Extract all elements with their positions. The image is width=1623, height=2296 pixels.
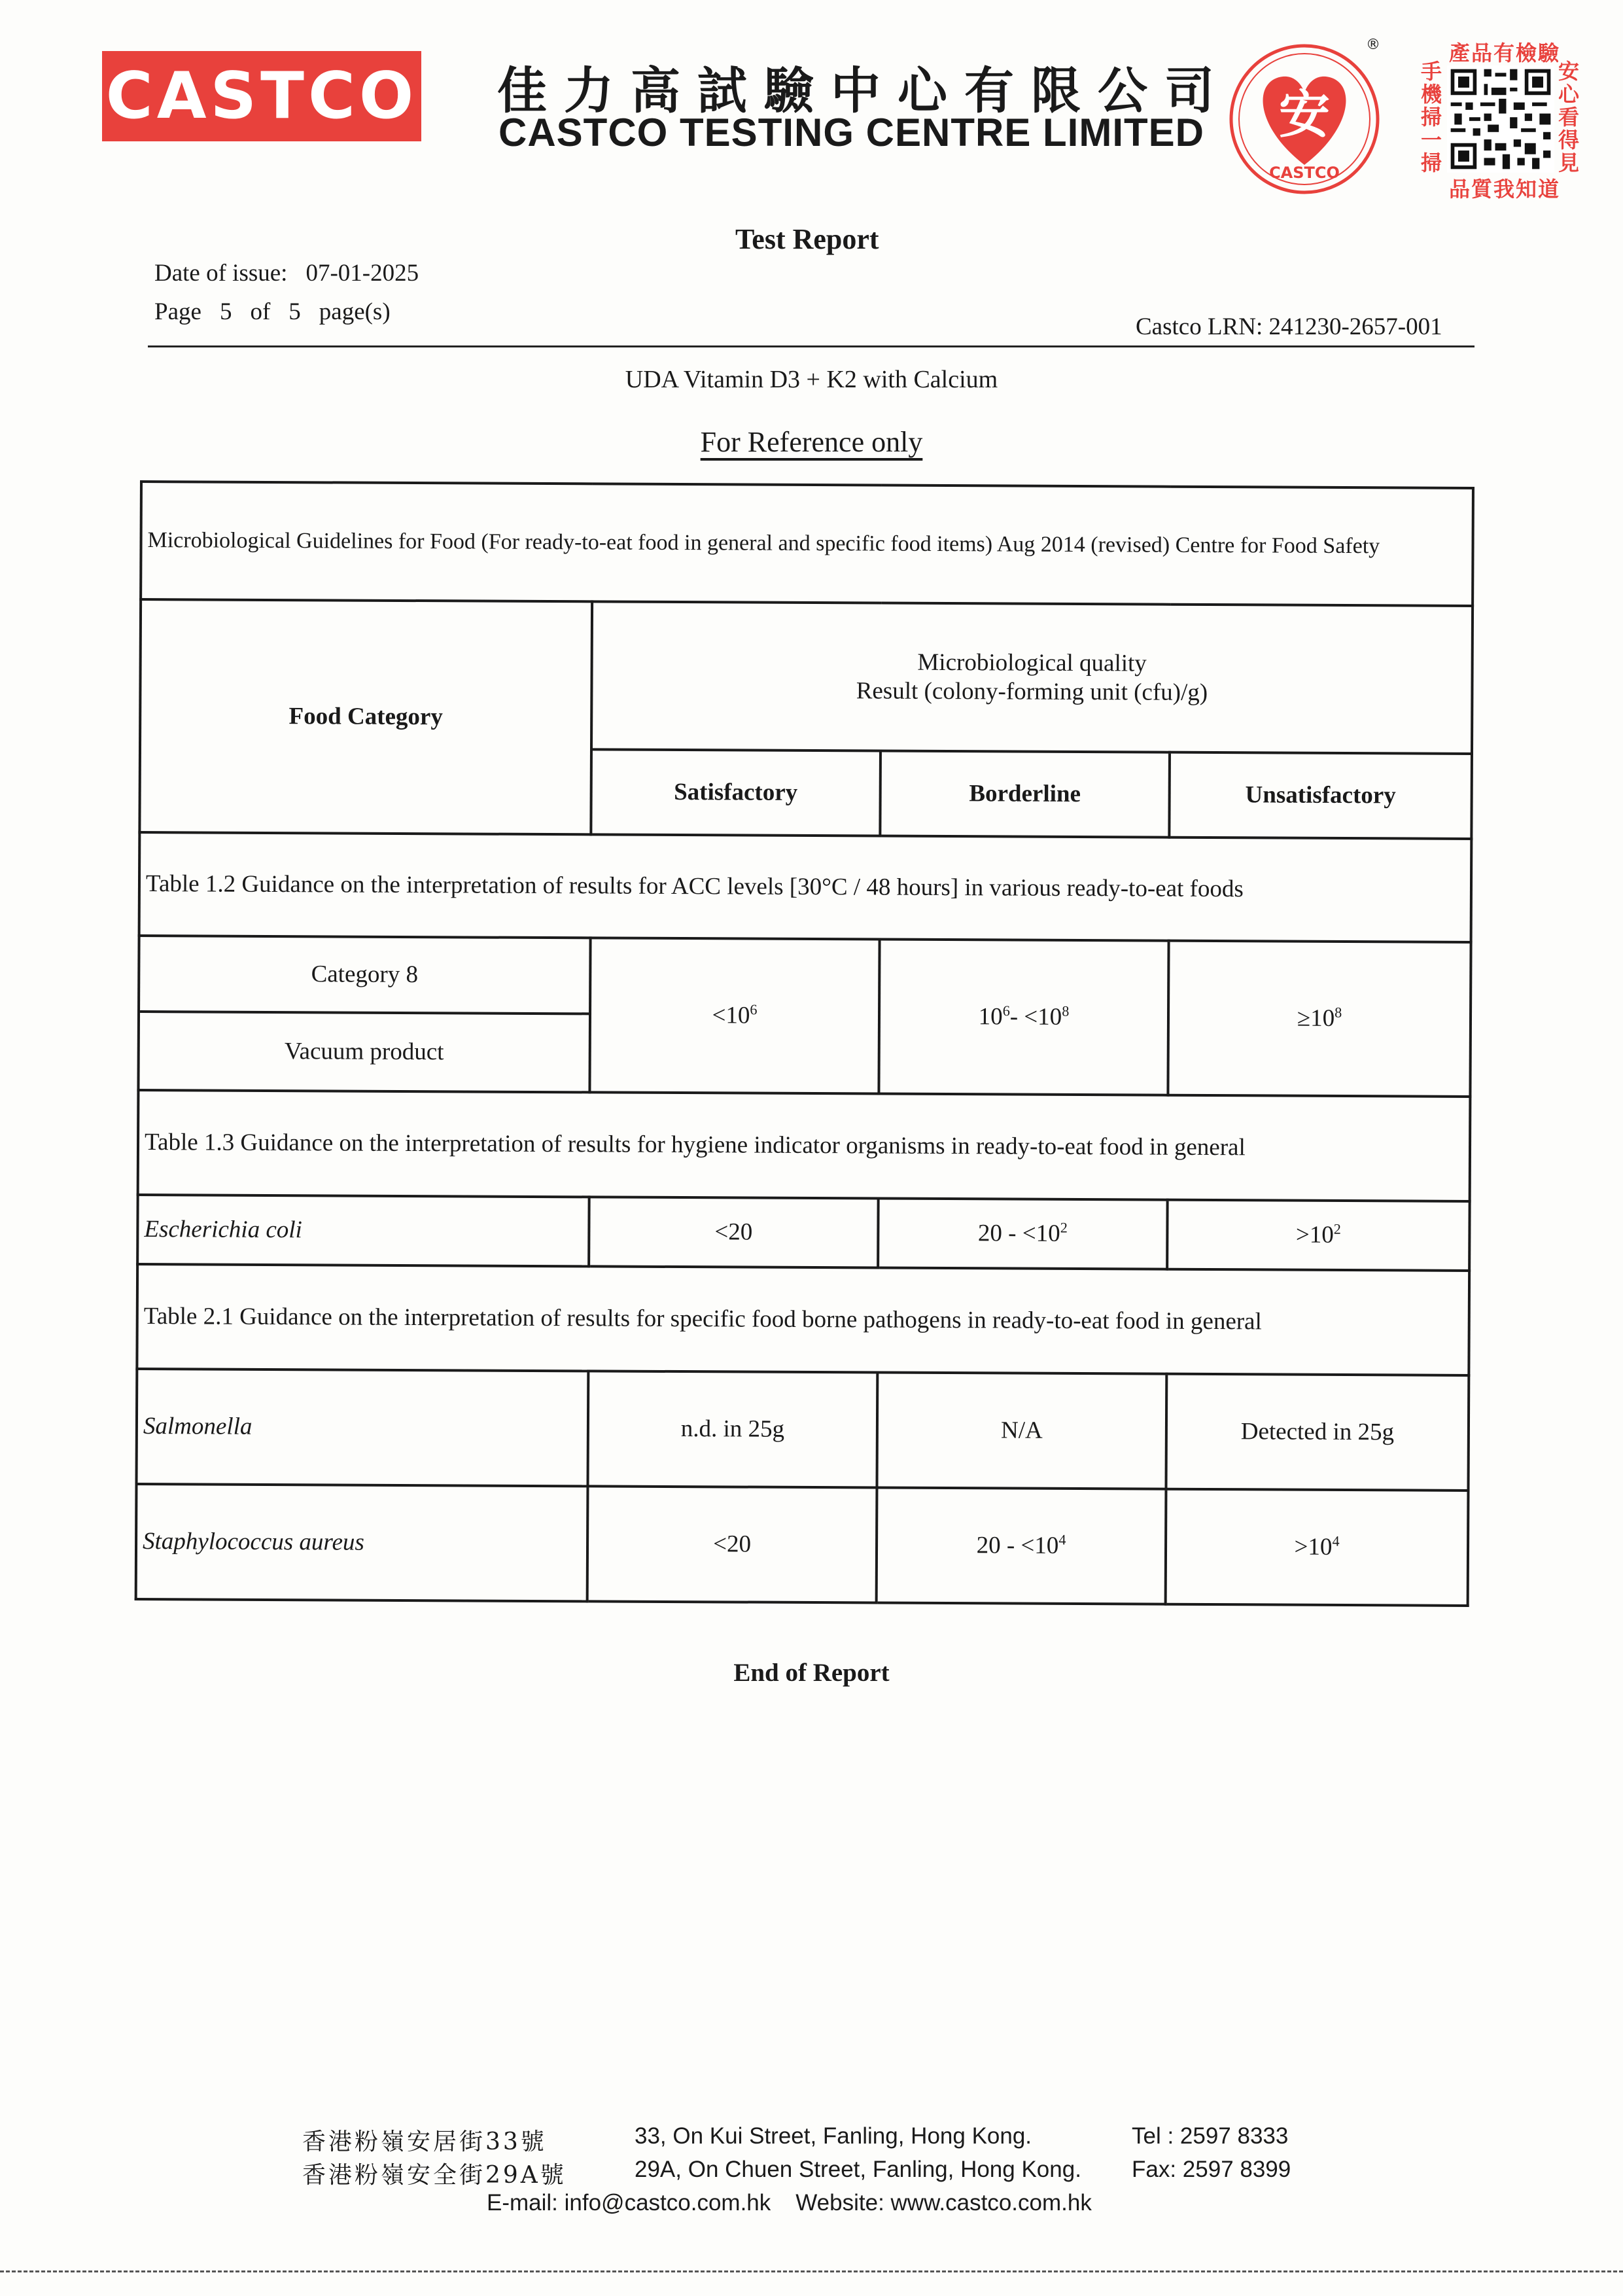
product-name: UDA Vitamin D3 + K2 with Calcium (625, 366, 998, 393)
salmonella-borderline: N/A (877, 1373, 1166, 1489)
salmonella-unsatisfactory: Detected in 25g (1166, 1374, 1469, 1491)
staph-satisfactory: <20 (587, 1486, 877, 1602)
table-row (138, 936, 1471, 1097)
table-row (137, 1264, 1469, 1375)
microbiological-guideline-table (135, 480, 1475, 1607)
footer-address-1-english: 33, On Kui Street, Fanling, Hong Kong. (635, 2123, 1032, 2149)
table-1-2-title: Table 1.2 Guidance on the interpretation of results for ACC levels [30°C / 48 hours] in various ready-to-eat foods (139, 832, 1472, 942)
registered-mark: ® (1366, 37, 1380, 53)
category-label: Category 8 (311, 961, 419, 988)
table-1-3-title: Table 1.3 Guidance on the interpretation of results for hygiene indicator organisms in ready-to-eat food in general (138, 1090, 1471, 1201)
scan-edge-divider (0, 2270, 1623, 2272)
microbiological-quality-header (591, 601, 1473, 754)
ecoli-label: Escherichia coli (137, 1195, 589, 1266)
food-category-header: Food Category (139, 599, 592, 834)
ecoli-satisfactory: <20 (589, 1197, 879, 1267)
footer-telephone: Tel : 2597 8333 (1132, 2123, 1289, 2149)
page-indicator (154, 298, 409, 326)
unsatisfactory-header: Unsatisfactory (1169, 752, 1472, 839)
table-row (136, 1484, 1469, 1606)
quality-unit: Result (colony-forming unit (cfu)/g) (856, 677, 1208, 706)
table-row (138, 1090, 1471, 1201)
guideline-source-title: Microbiological Guidelines for Food (For ready-to-eat food in general and specific food items) Aug 2014 (revised) Centre for Food Safety (141, 482, 1473, 606)
page-suffix: page(s) (319, 298, 391, 325)
footer-address-1-chinese: 香港粉嶺安居街33號 (302, 2128, 547, 2155)
page-of: of (250, 298, 271, 325)
issue-date-row (154, 259, 419, 287)
staph-borderline: $20 - <10^4$ (877, 1488, 1166, 1604)
reference-note (0, 425, 1623, 459)
table-row (140, 599, 1473, 754)
footer-email: E-mail: info@castco.com.hk (487, 2190, 771, 2216)
seal-character: 安 (1278, 85, 1331, 145)
quality-title: Microbiological quality (917, 648, 1147, 677)
qr-code-icon (1447, 65, 1554, 173)
vacuum-product-label: Vacuum product (139, 1010, 589, 1091)
lab-reference-number: Castco LRN: 241230-2657-001 (1136, 313, 1442, 340)
page-total: 5 (288, 298, 301, 325)
footer-website: Website: www.castco.com.hk (795, 2190, 1092, 2216)
footer-address-2-chinese: 香港粉嶺安全街29A號 (302, 2162, 567, 2189)
table-row (137, 1369, 1469, 1491)
acc-borderline: $10^6- <10^8$ (879, 940, 1168, 1095)
footer-contact (487, 2190, 1092, 2216)
table-row (139, 832, 1472, 942)
report-title: Test Report (735, 223, 879, 255)
company-name-english: CASTCO TESTING CENTRE LIMITED (498, 111, 1204, 154)
salmonella-satisfactory: n.d. in 25g (587, 1371, 877, 1487)
qr-caption-right: 安心看得見 (1558, 59, 1579, 175)
satisfactory-header: Satisfactory (591, 749, 881, 836)
table-2-1-title: Table 2.1 Guidance on the interpretation of results for specific food borne pathogens in ready-to-eat food in general (137, 1264, 1469, 1375)
issue-date-label: Date of issue: (154, 260, 288, 287)
qr-caption-top: 產品有檢驗 (1449, 41, 1561, 65)
acc-unsatisfactory: $\ge 10^8$ (1168, 941, 1471, 1097)
seal-label: CASTCO (1269, 164, 1340, 182)
ecoli-unsatisfactory: $>10^2$ (1167, 1200, 1470, 1271)
reference-note-text: For Reference only (700, 426, 923, 458)
heart-seal-icon (1227, 41, 1391, 198)
footer-address-2-english: 29A, On Chuen Street, Fanling, Hong Kong. (635, 2157, 1081, 2182)
table-row (137, 1195, 1470, 1271)
staph-unsatisfactory: $>10^4$ (1166, 1489, 1469, 1606)
page-label: Page (154, 298, 201, 325)
issue-date-value: 07-01-2025 (305, 260, 419, 287)
castco-logo: CASTCO (102, 51, 421, 141)
qr-caption-bottom: 品質我知道 (1449, 177, 1561, 202)
ecoli-borderline: $20 - <10^2$ (878, 1199, 1168, 1269)
footer-fax: Fax: 2597 8399 (1132, 2157, 1291, 2182)
acc-satisfactory: $<10^6$ (589, 938, 879, 1093)
staph-aureus-label: Staphylococcus aureus (136, 1484, 588, 1601)
company-name-chinese: 佳力高試驗中心有限公司 (497, 62, 1231, 120)
qr-caption-left: 手機掃一掃 (1420, 59, 1442, 175)
borderline-header: Borderline (880, 751, 1170, 838)
category-8-cell (138, 936, 590, 1092)
table-row (141, 482, 1473, 606)
header-divider (148, 345, 1475, 347)
end-of-report: End of Report (733, 1659, 890, 1687)
page-number: 5 (219, 298, 232, 325)
salmonella-label: Salmonella (137, 1369, 589, 1486)
